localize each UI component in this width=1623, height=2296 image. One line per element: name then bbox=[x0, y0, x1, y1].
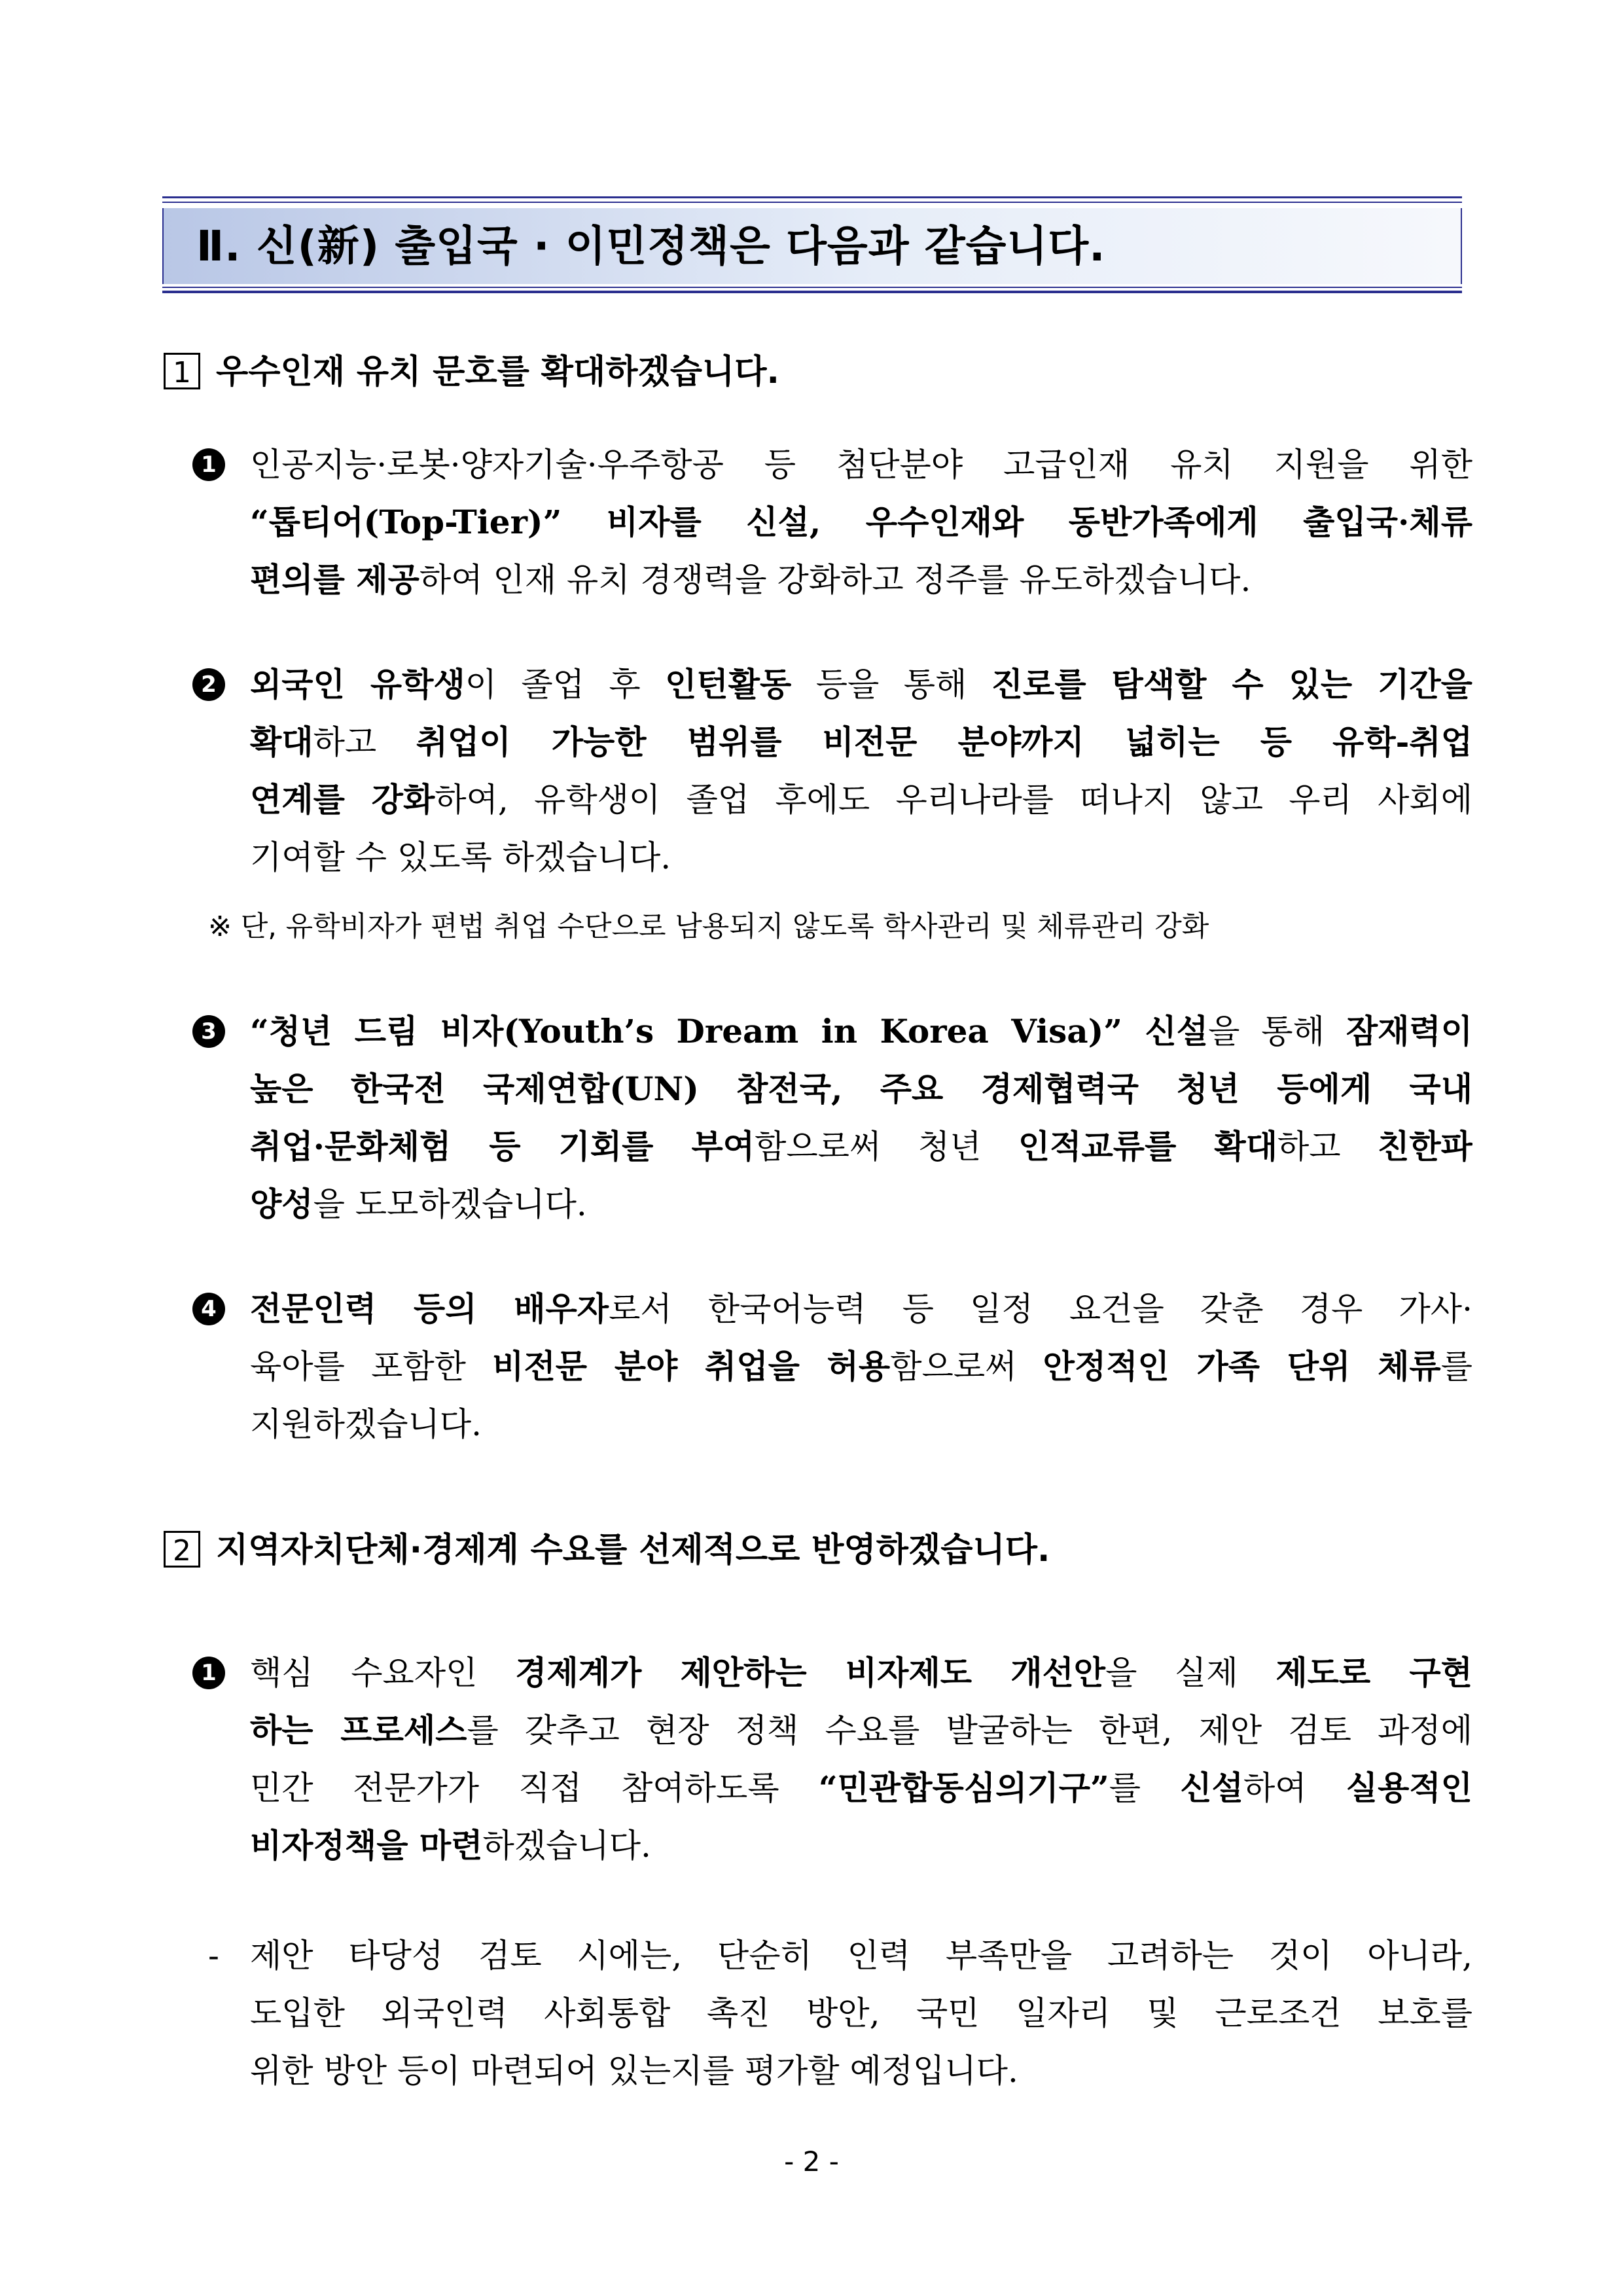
paragraph-line: 확대하고 취업이 가능한 범위를 비전문 분야까지 넓히는 등 유학-취업 bbox=[250, 723, 1472, 761]
paragraph-line: 취업·문화체험 등 기회를 부여함으로써 청년 인적교류를 확대하고 친한파 bbox=[250, 1127, 1472, 1166]
paragraph-line: 육아를 포함한 비전문 분야 취업을 허용함으로써 안정적인 가족 단위 체류를 bbox=[250, 1347, 1472, 1386]
title-bottom-rule bbox=[162, 291, 1462, 293]
numbered-bullet: 2 bbox=[192, 668, 225, 701]
paragraph-line: 양성을 도모하겠습니다. bbox=[250, 1185, 587, 1223]
paragraph-line: 높은 한국전 국제연합(UN) 참전국, 주요 경제협력국 청년 등에게 국내 bbox=[250, 1069, 1472, 1108]
paragraph-line: 전문인력 등의 배우자로서 한국어능력 등 일정 요건을 갖춘 경우 가사· bbox=[250, 1289, 1472, 1328]
section-heading-1 bbox=[164, 350, 779, 395]
paragraph-line: 제안 타당성 검토 시에는, 단순히 인력 부족만을 고려하는 것이 아니라, bbox=[250, 1937, 1472, 1975]
paragraph-line: 도입한 외국인력 사회통합 촉진 방안, 국민 일자리 및 근로조건 보호를 bbox=[250, 1994, 1472, 2032]
section-heading-text: 우수인재 유치 문호를 확대하겠습니다. bbox=[216, 353, 779, 391]
numbered-bullet: 1 bbox=[192, 448, 225, 481]
dash-marker: - bbox=[208, 1937, 219, 1975]
section-heading-2 bbox=[164, 1528, 1050, 1573]
paragraph-line: 위한 방안 등이 마련되어 있는지를 평가할 예정입니다. bbox=[250, 2052, 1018, 2090]
paragraph-line: “톱티어(Top-Tier)” 비자를 신설, 우수인재와 동반가족에게 출입국·체류 bbox=[250, 503, 1472, 541]
paragraph-line: 하는 프로세스를 갖추고 현장 정책 수요를 발굴하는 한편, 제안 검토 과정에 bbox=[250, 1711, 1472, 1749]
numbered-bullet: 3 bbox=[192, 1015, 225, 1048]
paragraph-line: “청년 드림 비자(Youth’s Dream in Korea Visa)” 신설을 통해 잠재력이 bbox=[250, 1012, 1472, 1050]
page-title: Ⅱ. 신(新) 출입국 · 이민정책은 다음과 같습니다. bbox=[196, 223, 1106, 271]
numbered-bullet: 4 bbox=[192, 1293, 225, 1325]
paragraph-line: 지원하겠습니다. bbox=[250, 1405, 482, 1443]
paragraph-line: 기여할 수 있도록 하겠습니다. bbox=[250, 838, 671, 876]
paragraph-line: 편의를 제공하여 인재 유치 경쟁력을 강화하고 정주를 유도하겠습니다. bbox=[250, 560, 1251, 599]
footnote: ※ 단, 유학비자가 편법 취업 수단으로 남용되지 않도록 학사관리 및 체류관리 강화 bbox=[208, 910, 1209, 943]
section-number-box: 2 bbox=[164, 1531, 200, 1568]
paragraph-line: 민간 전문가가 직접 참여하도록 “민관합동심의기구”를 신설하여 실용적인 bbox=[250, 1768, 1472, 1807]
paragraph-line: 인공지능·로봇·양자기술·우주항공 등 첨단분야 고급인재 유치 지원을 위한 bbox=[250, 446, 1472, 484]
numbered-bullet: 1 bbox=[192, 1657, 225, 1689]
paragraph-line: 외국인 유학생이 졸업 후 인턴활동 등을 통해 진로를 탐색할 수 있는 기간을 bbox=[250, 665, 1472, 704]
title-top-rule bbox=[162, 196, 1462, 198]
title-bottom-rule-thin bbox=[162, 287, 1462, 288]
page-number: - 2 - bbox=[784, 2145, 839, 2178]
section-heading-text: 지역자치단체·경제계 수요를 선제적으로 반영하겠습니다. bbox=[216, 1531, 1050, 1570]
title-top-rule-thin bbox=[162, 202, 1462, 203]
paragraph-line: 연계를 강화하여, 유학생이 졸업 후에도 우리나라를 떠나지 않고 우리 사회에 bbox=[250, 780, 1472, 819]
paragraph-line: 비자정책을 마련하겠습니다. bbox=[250, 1826, 651, 1865]
paragraph-line: 핵심 수요자인 경제계가 제안하는 비자제도 개선안을 실제 제도로 구현 bbox=[250, 1653, 1472, 1692]
section-number-box: 1 bbox=[164, 353, 200, 389]
